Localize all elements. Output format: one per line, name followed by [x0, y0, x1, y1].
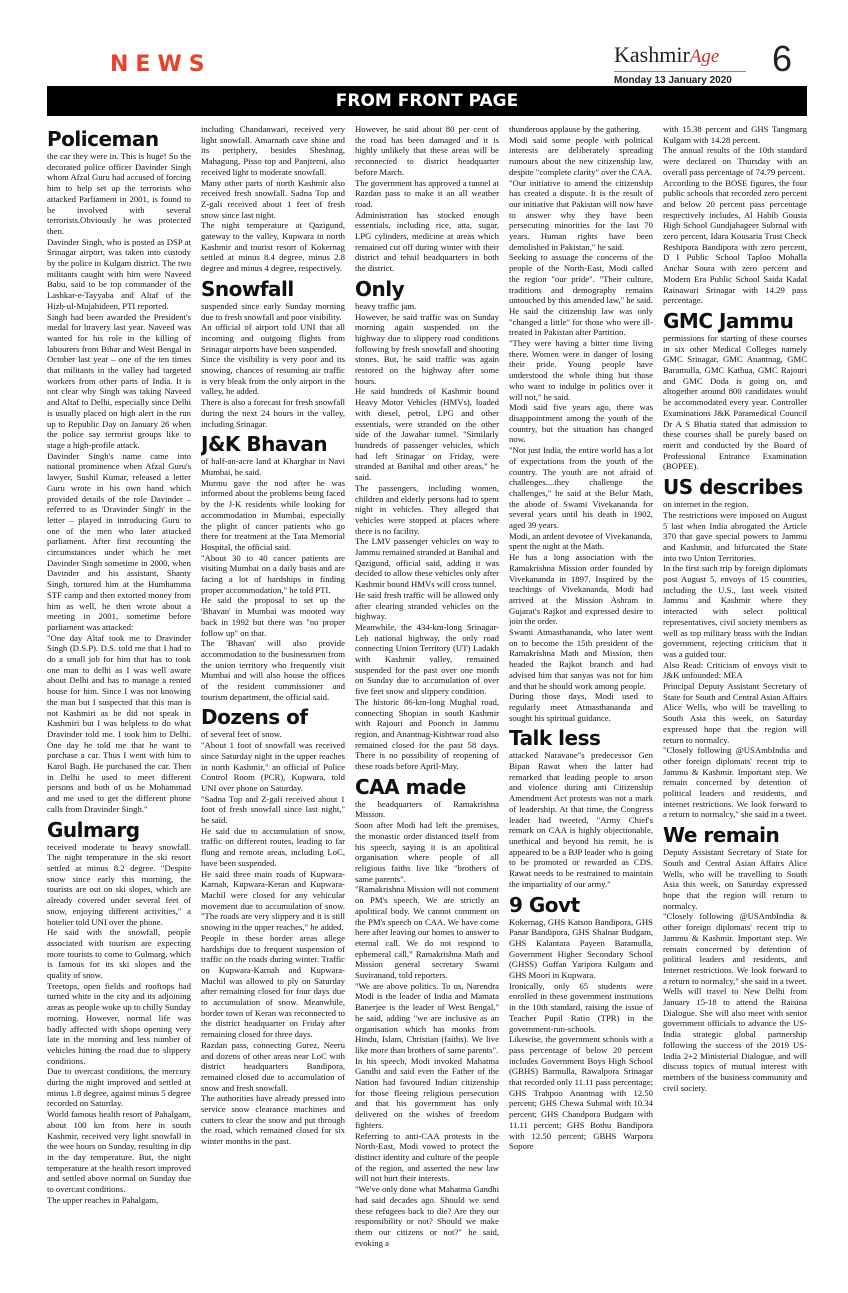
brand-accent: Age	[689, 46, 720, 67]
article-paragraph: Modi said some people with political interests are deliberately spreading rumours about the new citizenship law, despite "complete clarity" over the CAA.	[509, 134, 653, 177]
article-paragraph: the headquarters of Ramakrishna Mission.	[355, 798, 499, 820]
article-paragraph: Administration has stocked enough essentials, including rice, atta, sugar, LPG cylinders, medicine at areas which remained cut off during winter with their district and tehsil headquarters in both the district.	[355, 209, 499, 274]
article-paragraph: thunderous applause by the gathering.	[509, 124, 641, 134]
article-paragraph: An official of airport told UNI that all incoming and outgoing flights from Srinagar airports have been suspended.	[201, 322, 345, 354]
article-paragraph: He said three main roads of Kupwara-Karnah, Kupwara-Keran and Kupwara-Machil were closed for any vehicular movement due to accumulation of snow. "The roads are very slippery and it is still snowing in the upper reaches," he added.	[201, 868, 345, 933]
article-paragraph: He said hundreds of Kashmir bound Heavy Motor Vehicles (HMVs), loaded with diesel, petrol, LPG and other essentials, were stranded on the other side of the Jawahar tunnel. "Similarly hundreds of passenger vehicles, which had left Srinagar on Friday, were stranded at Banihal and other areas," he said.	[355, 386, 499, 483]
article-paragraph: Deputy Assistant Secretary of State for South and Central Asian Affairs Alice Wells, who will be travelling to South Asia this week, on Saturday expressed hope that the region will return to normalcy.	[663, 847, 807, 911]
article-headline: J&K Bhavan	[201, 432, 328, 457]
article-paragraph: received moderate to heavy snowfall. The night temperature in the ski resort settled at minus 8.2 degree. "Despite snow since early this morning, the tourists are out on ski slopes, which are already covered under several feet of snow, enjoying different activities," a hotelier told UNI over the phone.	[47, 841, 191, 927]
page-number: 6	[772, 38, 793, 79]
article-paragraph: Since the visibility is very poor and its snowing, chances of resuming air traffic is very bleak from the only airport in the valley, he added.	[201, 354, 345, 397]
article-paragraph: Razdan pass, connecting Gurez, Neeru and dozens of other areas near LoC with district headquarters Bandipora, remained closed due to accumulation of snow and fresh snowfall.	[201, 1039, 345, 1093]
article-paragraph: "We are above politics. To us, Narendra Modi is the leader of India and Mamata Banerjee is the leader of West Bengal," he said, adding "we are inclusive as an organisation which has monks from Hindu, Islam, Christian (faiths). We live like more than brothers of same parents".	[355, 980, 499, 1055]
article-headline: CAA made	[355, 774, 466, 799]
article-paragraph: He said due to accumulation of snow, traffic on different routes, leading to far flung and remote areas, including LoC, have been suspended.	[201, 825, 345, 868]
article-headline: GMC Jammu	[663, 308, 794, 333]
article-headline: Only	[355, 276, 405, 301]
article-paragraph: Referring to anti-CAA protests in the North-East, Modi vowed to protect the distinct identity and culture of the people of the region, and asserted the new law will not hurt their interests.	[355, 1130, 499, 1184]
article-headline: Dozens of	[201, 705, 308, 730]
article-paragraph: Due to overcast conditions, the mercury during the night improved and settled at minus 1.8 degree, against minus 5 degree recorded on Saturday.	[47, 1066, 191, 1109]
article-paragraph: During those days, Modi used to regularly meet Atmasthananda and sought his spiritual guidance.	[509, 691, 653, 723]
article-paragraph: Also Read: Criticism of envoys visit to J&K unfounded: MEA	[663, 659, 807, 681]
article-paragraph: People in these border areas allege hardships due to frequent suspension of traffic on the roads during winter. Traffic on Kupwara-Karnah and Kupwara-Machil was allowed to ply on Saturday after remaining closed for four days due to accumulation of snow. Meanwhile, border town of Keran was reconnected to the district headquarter on Friday after remaining closed for three days.	[201, 932, 345, 1040]
brand-main: Kashmir	[614, 42, 690, 67]
article-paragraph: The restrictions were imposed on August 5 last when India abrogated the Article 370 that gave special powers to Jammu and Kashmir, and bifurcated the State into two Union Territories.	[663, 509, 807, 563]
article-paragraph: Wells will travel to New Delhi from January 15-18 to attend the Raisina Dialogue. She will also meet with senior government officials to advance the US-India strategic global partnership following the success of the 2019 US-India 2+2 Ministerial Dialogue, and will discuss topics of mutual interest with members of the business community and civil society.	[663, 986, 807, 1093]
article-paragraph: He said fresh traffic will be allowed only after clearing stranded vehicles on the highway.	[355, 589, 499, 622]
section-label: NEWS	[110, 52, 212, 77]
article-paragraph: "About 30 to 40 cancer patients are visiting Mumbai on a daily basis and are facing a lot of hardships in finding proper accommodation," he told PTI.	[201, 552, 345, 595]
article-headline: Gulmarg	[47, 817, 140, 842]
article-paragraph: including Chandanwari, received very light snowfall. Amarnath cave shine and its periphery, besides Sheshnag, Mahagung, Pisso top and Panjterni, also received light to moderate snowfall.	[201, 124, 345, 177]
article-paragraph: Ironically, only 65 students were enrolled in these government institutions in the 10th standard, raising the issue of Teacher Pupil Ratio (TPR) in the government-run-schools.	[509, 980, 653, 1034]
section-band: FROM FRONT PAGE	[47, 86, 807, 116]
article-paragraph: In his speech, Modi invoked Mahatma Gandhi and said even the Father of the Nation had favoured Indian citizenship for those fleeing religious persecution and that his government has only delivered on the wishes of freedom fighters.	[355, 1055, 499, 1130]
article-paragraph: The authorities have already pressed into service snow clearance machines and cutters to clear the snow and put through the road, which remained closed for six winter months in the past.	[201, 1093, 345, 1147]
article-paragraph: He said the proposal to set up the 'Bhavan' in Mumbai was mooted way back in 1992 but there was "no proper follow up" on that.	[201, 595, 345, 638]
article-paragraph: heavy traffic jam.	[355, 300, 417, 311]
article-paragraph: of half-an-acre land at Kharghar in Navi Mumbai, he said.	[201, 456, 345, 477]
article-paragraph: The upper reaches in Pahalgam,	[47, 1194, 159, 1205]
article-paragraph: He has a long association with the Ramakrishna Mission order founded by Vivekananda in 1897. Inspired by the teachings of Vivekananda, Modi had arrived at the Mission Ashram in Gujarat's Rajkot and expressed desire to join the order.	[509, 552, 653, 627]
article-paragraph: on internet in the region.	[663, 499, 749, 510]
page-header	[0, 0, 848, 86]
article-paragraph: The annual results of the 10th standard were declared on Thursday with an overall pass percentage of 74.79 percent.	[663, 145, 807, 177]
article-paragraph: The LMV passenger vehicles on way to Jammu remained stranded at Banihal and Qazigund, official said, adding it was decided to allow these vehicles only after Kashmir bound HMVs will cross tunnel.	[355, 536, 499, 590]
article-paragraph: Davinder Singh, who is posted as DSP at Srinagar airport, was taken into custody by the police in Kulgam district. The two militants caught with him were Naveed Babu, said to be top commander of the Lashkar-e-Tayyaba and Altaf of the Hizb-ul-Mujahideen, PTI reported.	[47, 236, 191, 311]
article-paragraph: Seeking to assuage the concerns of the people of the North-East, Modi called the region "our pride". "Their culture, traditions and demography remains untouched by this amended law," he said.	[509, 252, 653, 306]
column-5	[663, 124, 807, 1284]
issue-date: Monday 13 January 2020	[614, 75, 732, 86]
article-paragraph: the car they were in. This is huge! So the decorated police officer Davinder Singh whom Afzal Guru had accused of forcing him to help set up the terrorists who attacked Parliament in 2001, is found to be involved with several terrorists.Obviously he was protected then.	[47, 151, 191, 236]
column-3	[355, 124, 499, 1284]
article-paragraph: permissions for starting of these courses in six other Medical Colleges namely GMC Srinagar, GMC Anantnag, GMC Baramulla, GMC Kathua, GMC Rajouri and GMC Doda is going on, and altogether around 800 candidates would be accommodated every year. Controller Examinations J&K Paramedical Council Dr A S Bhatia stated that admission to these courses shall be purely based on merit and conducted by the Board of Professional Entrance Examination (BOPEE).	[663, 332, 807, 472]
article-paragraph: Treetops, open fields and rooftops had turned white in the city and its adjoining areas as people woke up to chilly Sunday morning. However, normal life was badly affected with shops opening very late in the morning and less number of vehicles hitting the road due to slippery conditions.	[47, 980, 191, 1066]
brand-logo	[614, 44, 770, 68]
article-paragraph: The historic 86-km-long Mughal road, connecting Shopian in south Kashmir with Rajouri and Poonch in Jammu region, and Anantnag-Kishtwar road also remained closed for the past 58 days. There is no possibility of reopening of these roads before April-May.	[355, 696, 499, 772]
article-headline: US describes	[663, 475, 803, 500]
article-paragraph: Principal Deputy Assistant Secretary of State for South and Central Asian Affairs Alice Wells, who will be travelling to South Asia this week, on Saturday expressed hope that the region will return to normalcy.	[663, 681, 807, 745]
column-4	[509, 124, 653, 1284]
article-paragraph: Modi said five years ago, there was disappointment among the youth of the country, but the situation has changed now.	[509, 402, 653, 445]
article-paragraph: However, he said traffic was on Sunday morning again suspended on the highway due to slippery road conditions following by fresh snowfall and shooting stones. But, he said traffic was again restored on the highway after some hours.	[355, 311, 499, 386]
article-paragraph: "Sadna Top and Z-gali received about 1 foot of fresh snowfall since last night," he said.	[201, 793, 345, 826]
article-paragraph: The government has approved a tunnel at Razdan pass to make it an all weather road.	[355, 177, 499, 209]
article-paragraph: "We've only done what Mahatma Gandhi had said decades ago. Should we send these refugees back to die? Are they our responsibility or not? Should we make them our citizens or not?" he said, evoking a	[355, 1184, 499, 1248]
article-paragraph: The night temperature at Qazigund, gateway to the valley, Kupwara in north Kashmir and tourist resort of Kokernag settled at minus 8.4 degree, minus 2.8 degree and minus 4 degree, respectively.	[201, 220, 345, 274]
article-paragraph: suspended since early Sunday morning due to fresh snowfall and poor visibility.	[201, 300, 345, 322]
column-2	[201, 124, 345, 1284]
article-headline: Talk less	[509, 726, 601, 751]
article-headline: Snowfall	[201, 276, 294, 301]
article-headline: Policeman	[47, 127, 159, 151]
article-paragraph: World famous health resort of Pahalgam, about 100 km from here in south Kashmir, received very light snowfall in the wee hours on Sunday, resulting in dip in the day temperature. But, the night temperature at the health resort improved and settled above normal on Sunday due to overcast conditions.	[47, 1109, 191, 1195]
article-paragraph: attacked Naravane"s predecessor Gen Bipan Rawat when the latter had remarked that leading people to arson and violence during anti Citizenship Amendment Act protests was not a mark of leadership. At that time, the Congress leader had tweeted, "Army Chief's remark on CAA is highly objectionable, unethical and beyond his remit, he is appeared to be a BJP leader who is going to be promoted or rewarded as CDS. Rawat needs to be restrained to maintain the impartiality of our army."	[509, 750, 653, 889]
masthead	[614, 44, 770, 86]
article-paragraph: "Our initiative to amend the citizenship has created a dispute. It is the result of our initiative that Pakistan will now have to answer why they have been persecuting minorities for the last 70 years. Human rights have been demolished in Pakistan," he said.	[509, 177, 653, 252]
article-paragraph: There is also a forecast for fresh snowfall during the next 24 hours in the valley, including Srinagar.	[201, 397, 345, 429]
article-paragraph: Likewise, the government schools with a pass percentage of below 20 percent includes Government Boys High School (GBHS) Barmulla, Rawalpora Srinagar that recorded only 11.11 pass percentage; GHS Trahpoo Anantnag with 12.50 percent; GHS Chewa Submal with 10.34 percent; GHS Chandpora Budgam with 11.11 percent; GHS Bothu Bandipora with 12.50 percent; GBHS Warpora Sopore	[509, 1034, 653, 1152]
article-paragraph: Murmu gave the nod after he was informed about the problems being faced by the J-K residents while looking for accommodation in Mumbai, especially the plight of cancer patients who go there for treatment at the Tata Memorial Hospital, the official said.	[201, 477, 345, 552]
article-paragraph: with 15.38 percent and GHS Tangmarg Kulgam with 14.28 percent.	[663, 124, 807, 145]
article-paragraph: "Closely following @USAmbIndia and other foreign diplomats' recent trip to Jammu & Kashmir. Important step. We remain concerned by detention of political leaders and residents, and internet restrictions. We look forward to a return to normalcy," she said in a tweet.	[663, 745, 807, 820]
article-paragraph: "Ramakrishna Mission will not comment on PM's speech. We are strictly an apolitical body. We cannot comment on the PM's speech on CAA. We have come here after leaving our homes to answer to eternal call. We do not respond to ephemeral call," Ramakrishna Math and Mission general secretary Swami Suviranand, told reporters.	[355, 884, 499, 981]
article-paragraph: Modi, an ardent devotee of Vivekananda,	[509, 530, 653, 541]
article-paragraph: The 'Bhavan' will also provide accommodation to the businessmen from the union territory who frequently visit Mumbai and will also house the offices of the resident commissioner and tourism department, the official said.	[201, 638, 345, 702]
article-paragraph: Meanwhile, the 434-km-long Srinagar-Leh national highway, the only road connecting Union Territory (UT) Ladakh with Kashmir valley, remained suspended for the past over one month on Sunday due to accumulation of over five feet snow and slippery condition.	[355, 621, 499, 697]
column-1	[47, 124, 191, 1284]
article-paragraph: Many other parts of north Kashmir also received fresh snowfall. Sadna Top and Z-gali received about 1 feet of fresh snow since last night.	[201, 177, 345, 220]
article-paragraph: "About 1 foot of snowfall was received since Saturday night in the upper reaches in north Kashmir," an official of Police Control Room (PCR), Kupwara, told UNI over phone on Saturday.	[201, 740, 345, 793]
article-paragraph: He said with the snowfall, people associated with tourism are expecting more tourists to come to Gulmarg, which is famous for its ski slopes and the quality of snow.	[47, 927, 191, 981]
brand-divider	[614, 71, 746, 72]
article-columns	[47, 124, 807, 1284]
article-paragraph: "One day Altaf took me to Dravinder Singh (D.S.P). D.S. told me that I had to do a small job for him that has to took one man to delhi as I was well aware about Delhi and has to manage a rented house for him. Since I was not knowing the man but I suspected that this man is not Kashmiri as he did not speak in Kashmiri but I was helpless to do what Dravinder told me. I took him to Delhi. One day he told me that he want to purchase a car. Thus I went with him to Karol Bagh. He purchased the car. Then in Delhi he used to meet different persons and both of us he Mohammad and me used to get the different phone calls from Dravinder Singh."	[47, 632, 191, 814]
article-headline: 9 Govt	[509, 892, 580, 917]
article-paragraph: Swami Atmasthananda, who later went on to become the 15th president of the Ramakrishna Math and Mission, then headed the Rajkot branch and had advised him that sanyas was not for him and that he should work among people.	[509, 627, 653, 691]
article-paragraph: Kokernag, GHS Katson Bandipora, GHS Panar Bandipora, GHS Shalnar Budgam, GHS Kalantara Payeen Baramulla, Government Higher Secondary School (GHSS) Guffan Yaripora Kulgam and GHS Moori in Kupwara.	[509, 916, 653, 981]
article-paragraph: "Closely following @USAmbIndia & other foreign diplomats' recent trip to Jammu & Kashmir. Important step. We remain concerned by detention of political leaders and residents, and Internet restrictions. We look forward to a return to normalcy," she said in a tweet.	[663, 911, 807, 986]
article-paragraph: "They were having a bitter time living there. Women were in danger of losing their pride. Young people have understood the whole thing but those who want to indulge in politics over it will not," he said.	[509, 338, 653, 402]
article-paragraph: spent the night at the Math.	[509, 541, 605, 552]
article-paragraph: of several feet of snow.	[201, 729, 282, 740]
article-headline: We remain	[663, 823, 780, 848]
article-paragraph: "Not just India, the entire world has a lot of expectations from the youth of the country. The youth are not afraid of challenges....they challenge the challenges," he said at the Belur Math, the abode of Swami Vivekananda for several years until his death in 1902, aged 39 years.	[509, 445, 653, 531]
article-paragraph: According to the BOSE figures, the four public schools that recorded zero percent and below 20 percent pass percentage respectively includes, Al Habib Gousia High School Gundjahageer Subrnal with zero percent, Idara Kousaria Trust Check Reshipora Bandipora with zero percent, D I Public School Taploo Mohalla Anchar Soura with zero percent and Modern Era Public School Saida Kadal Rainawari Srinagar with 14.29 pass percentage.	[663, 177, 807, 306]
article-paragraph: Singh had been awarded the President's medal for bravery last year. Naveed was wanted for his role in the killing of labourers from Bihar and West Bengal in October last year – one of the ten times that militants in the valley had targeted workers from other parts of India. It is not clear why Singh was taking Naveed and Altaf to Delhi, especially since Delhi is usually placed on high alert in the run up to Republic Day on January 26 when the police say terrorist groups like to stage a high-profile attack.	[47, 311, 191, 450]
article-paragraph: Davinder Singh's name came into national prominence when Afzal Guru's lawyer, Sushil Kumar, released a letter Guru wrote in his own hand which provided details of the role Davinder – referred to as 'Dravinder Singh' in the letter – played in introducing Guru to one of the men who later attacked parliament. After first recounting the circumstances under which he met Davinder Singh sometime in 2000, when Davinder and his assistant, Shanty Singh, tortured him at the Humhamma STF camp and then extorted money from him as well, he then wrote about a meeting in 2001, sometime before parliament was attacked:	[47, 450, 191, 632]
article-paragraph: He said the citizenship law was only "changed a little" for those who were ill-treated in Pakistan after Partition.	[509, 305, 653, 338]
article-paragraph: Soon after Modi had left the premises, the monastic order distanced itself from his speech, saying it is an apolitical organisation where people of all religious faiths live like "brothers of same parents".	[355, 820, 499, 884]
article-paragraph: The passengers, including women, children and elderly persons had to spent night in vehicles. They alleged that vehicles were stopped at places where there is no facility.	[355, 482, 499, 536]
article-paragraph: In the first such trip by foreign diplomats post August 5, envoys of 15 countries, including the U.S., last week visited Jammu and Kashmir where they interacted with select political representatives, civil society members as well as top military brass with the Indian government, rejecting criticism that it was a guided tour.	[663, 563, 807, 659]
article-paragraph: However, he said about 80 per cent of the road has been damaged and it is highly unlikely that these areas will be reconnected to district headquarter before March.	[355, 124, 499, 177]
